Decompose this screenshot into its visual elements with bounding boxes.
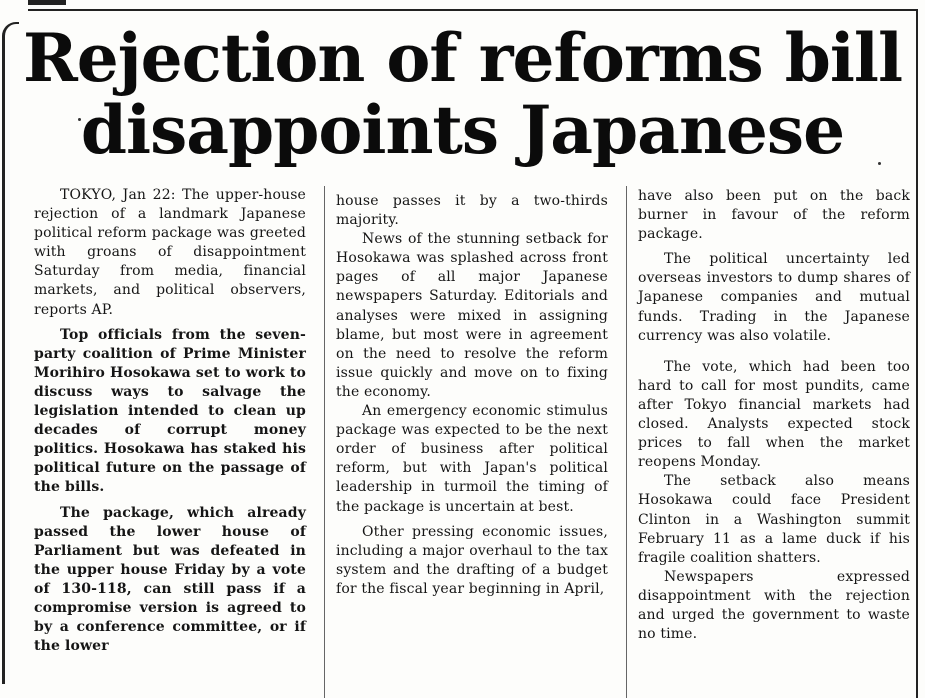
paragraph-uncertainty: The political uncertainty led overseas investors to dump shares of Japanese companies and mutual funds. Trading in the Japanese currency was also volatile. — [638, 251, 910, 344]
paragraph-newspapers: Newspapers expressed disappointment with the rejection and urged the government to waste no time. — [638, 568, 910, 643]
paragraph-other-issues: Other pressing economic issues, including a major overhaul to the tax system and the drafting of a budget for the fiscal year beginning in April, — [336, 523, 608, 597]
paragraph-back-burner: have also been put on the back burner in favour of the reform package. — [638, 188, 910, 243]
paragraph-vote: The vote, which had been too hard to call for most pundits, came after Tokyo financial markets had closed. Analysts expected stock prices to fall when the market reopens Monday. — [638, 358, 910, 471]
article-column-3 — [638, 187, 910, 644]
headline — [0, 19, 925, 169]
paragraph-package: The package, which already passed the lower house of Parliament but was defeated in the upper house Friday by a vote of 130-118, can still pass if a compromise version is agreed to by a conference committee, or if the lower — [34, 504, 306, 655]
article-column-1 — [34, 186, 306, 656]
paragraph-stimulus: An emergency economic stimulus package was expected to be the next order of business after political reform, but with Japan's political leadership in turmoil the timing of the package is uncertain at best. — [336, 403, 608, 515]
article-column-2 — [336, 192, 608, 599]
top-rule — [28, 0, 918, 11]
column-divider-2 — [626, 186, 627, 698]
headline-line-1: Rejection of reforms bill — [22, 19, 903, 97]
paragraph-coalition: Top officials from the seven-party coalition of Prime Minister Morihiro Hosokawa set to work to discuss ways to salvage the legislation intended to clean up decades of corrupt money politics. Hosokawa has staked his political future on the passage of the bills. — [34, 326, 306, 496]
print-speck — [78, 118, 81, 121]
column-divider-1 — [324, 186, 325, 698]
paragraph-news: News of the stunning setback for Hosokawa was splashed across front pages of all major Japanese newspapers Saturday. Editorials and analyses were mixed in assigning blame, but most were in agreement on the need to resolve the reform issue quickly and move on to fixing the economy. — [336, 231, 608, 400]
paragraph-two-thirds: house passes it by a two-thirds majority. — [336, 193, 608, 229]
headline-line-2: disappoints Japanese — [80, 91, 845, 169]
print-speck — [878, 162, 881, 165]
paragraph-setback: The setback also means Hosokawa could face President Clinton in a Washington summit February 11 as a lame duck if his fragile coalition shatters. — [638, 473, 910, 566]
paragraph-dateline: TOKYO, Jan 22: The upper-house rejection of a landmark Japanese political reform package was greeted with groans of disappointment Saturday from media, financial markets, and political observers, reports AP. — [34, 187, 306, 318]
top-rule-stub — [28, 0, 66, 5]
